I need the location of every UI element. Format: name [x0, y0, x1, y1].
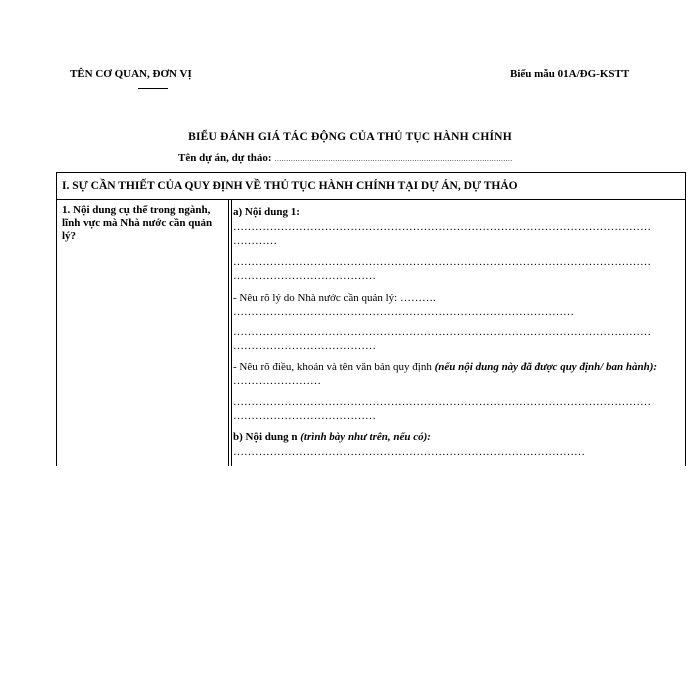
reason-dotline: ………………………………………………………………………………… [233, 306, 574, 318]
content-n-row [233, 431, 683, 443]
reason-dotline-3: ………………………………… [233, 340, 376, 352]
legal-reference-note: (nếu nội dung này đã được quy định/ ban hành): [434, 361, 658, 373]
column-divider [228, 200, 229, 466]
reason-label: - Nêu rõ lý do Nhà nước cần quản lý: ………. [233, 292, 436, 304]
column-divider-inner [231, 200, 232, 466]
content-1-dotline-2: ………… [233, 235, 277, 247]
legal-reference-row [233, 361, 683, 373]
question-cell: 1. Nội dung cụ thể trong ngành, lĩnh vực mà Nhà nước cần quản lý? [62, 204, 213, 242]
organization-underline [138, 88, 168, 89]
reason-dotline-2: …………………………………………………………………………………………………… [233, 326, 651, 338]
project-name-dots: ………………………………………………………………………………………… [274, 155, 513, 163]
section-title: I. SỰ CẦN THIẾT CỦA QUY ĐỊNH VỀ THỦ TỤC HÀNH CHÍNH TẠI DỰ ÁN, DỰ THẢO [62, 180, 518, 192]
content-1-label: a) Nội dung 1: [233, 206, 300, 218]
legal-dotline-2: …………………………………………………………………………………………………… [233, 396, 651, 408]
legal-dotline-1: …………………… [233, 375, 321, 387]
content-1-dotline-4: ………………………………… [233, 270, 376, 282]
content-1-dotline-3: …………………………………………………………………………………………………… [233, 256, 651, 268]
document-title: BIỂU ĐÁNH GIÁ TÁC ĐỘNG CỦA THỦ TỤC HÀNH CHÍNH [188, 131, 512, 143]
content-n-note: (trình bày như trên, nếu có): [300, 431, 431, 443]
project-name-row [178, 152, 512, 164]
content-n-dotline: …………………………………………………………………………………… [233, 446, 585, 458]
form-code: Biểu mẫu 01A/ĐG-KSTT [510, 68, 630, 80]
legal-reference-label: - Nêu rõ điều, khoản và tên văn bản quy định [233, 361, 432, 373]
legal-dotline-3: ………………………………… [233, 410, 376, 422]
organization-name: TÊN CƠ QUAN, ĐƠN VỊ [70, 68, 192, 80]
content-n-label: b) Nội dung n [233, 431, 298, 443]
content-1-dotline-1: …………………………………………………………………………………………………… [233, 221, 651, 233]
project-name-label: Tên dự án, dự thảo: [178, 152, 272, 164]
